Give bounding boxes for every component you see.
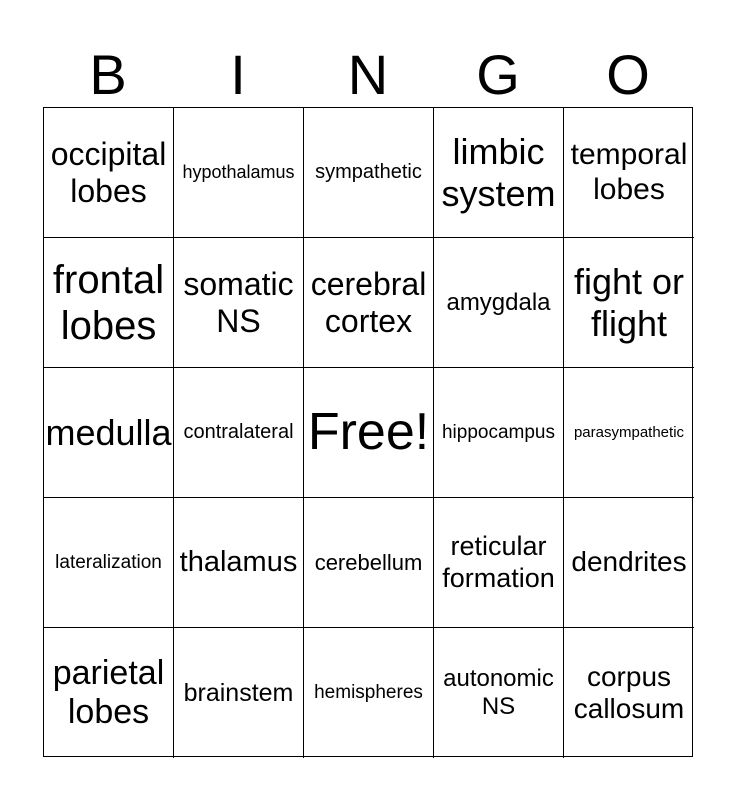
- bingo-cell[interactable]: thalamus: [174, 498, 304, 628]
- bingo-cell[interactable]: temporal lobes: [564, 108, 694, 238]
- bingo-cell[interactable]: somatic NS: [174, 238, 304, 368]
- bingo-cell[interactable]: sympathetic: [304, 108, 434, 238]
- header-letter-b: B: [89, 43, 127, 106]
- bingo-cell[interactable]: frontal lobes: [44, 238, 174, 368]
- bingo-cell[interactable]: cerebellum: [304, 498, 434, 628]
- header-letter-o: O: [606, 43, 650, 106]
- bingo-cell[interactable]: reticular formation: [434, 498, 564, 628]
- free-space-cell[interactable]: Free!: [304, 368, 434, 498]
- header-letter-g: G: [476, 43, 520, 106]
- bingo-cell[interactable]: parasympathetic: [564, 368, 694, 498]
- bingo-cell[interactable]: contralateral: [174, 368, 304, 498]
- header-letter-n: N: [347, 43, 389, 106]
- bingo-cell[interactable]: occipital lobes: [44, 108, 174, 238]
- bingo-cell[interactable]: autonomic NS: [434, 628, 564, 758]
- bingo-cell[interactable]: lateralization: [44, 498, 174, 628]
- bingo-cell[interactable]: corpus callosum: [573, 660, 685, 724]
- bingo-cell[interactable]: fight or flight: [564, 238, 694, 368]
- bingo-cell[interactable]: hypothalamus: [174, 108, 304, 238]
- bingo-cell[interactable]: parietal lobes: [44, 628, 174, 758]
- bingo-cell[interactable]: limbic system: [434, 108, 564, 238]
- bingo-header: [43, 44, 693, 106]
- bingo-cell[interactable]: hemispheres: [304, 628, 434, 758]
- bingo-cell[interactable]: amygdala: [434, 238, 564, 368]
- bingo-cell[interactable]: brainstem: [174, 628, 304, 758]
- header-letter-i: I: [230, 43, 246, 106]
- bingo-cell[interactable]: cerebral cortex: [304, 238, 434, 368]
- bingo-cell[interactable]: medulla: [44, 368, 174, 498]
- bingo-cell[interactable]: hippocampus: [434, 368, 564, 498]
- bingo-card: [43, 107, 693, 757]
- bingo-cell[interactable]: dendrites: [564, 498, 694, 628]
